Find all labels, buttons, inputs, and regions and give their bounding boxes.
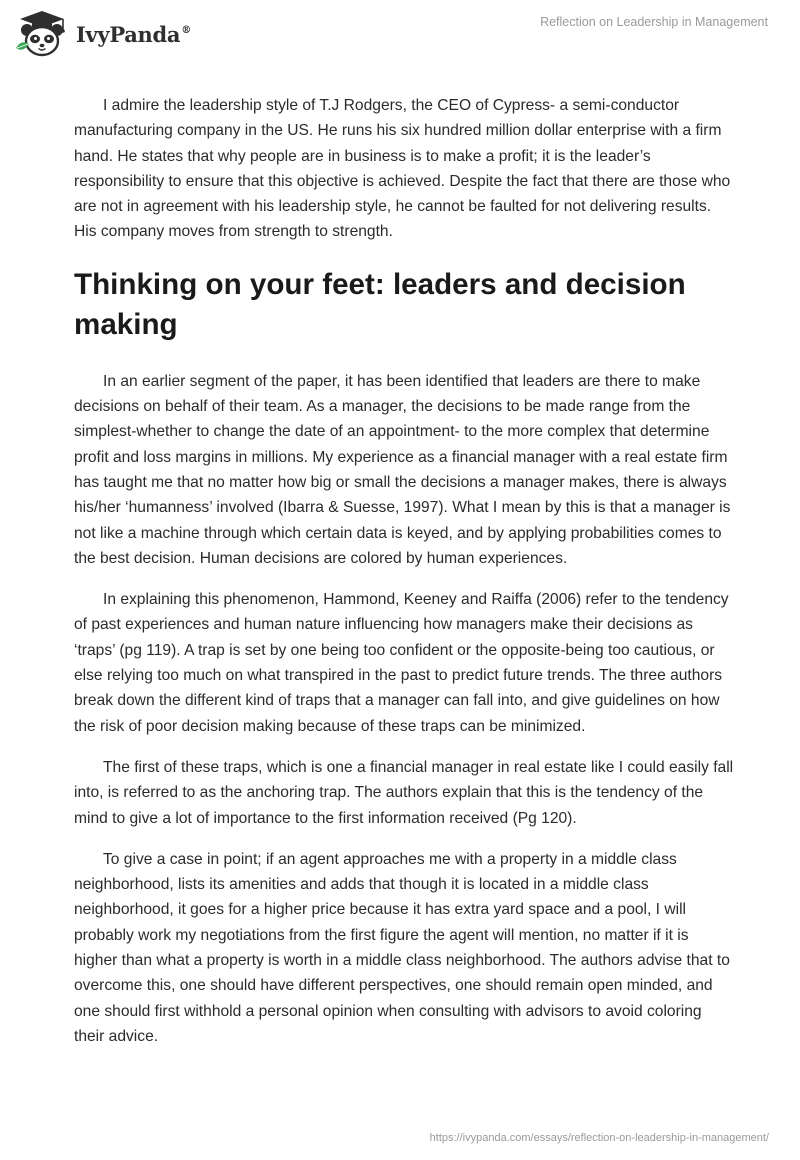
brand-name (76, 22, 191, 47)
panda-graduate-icon (14, 8, 70, 60)
registered-mark: ® (181, 24, 191, 36)
body-paragraph: In an earlier segment of the paper, it has been identified that leaders are there to make decisions on behalf of their team. As a manager, the decisions to be made range from the simplest-whether to change the date of an appointment- to the more complex that determine profit and loss margins in millions. My experience as a financial manager with a real estate firm has taught me that no matter how big or small the decisions a manager makes, there is always his/her ‘humanness’ involved (Ibarra & Suesse, 1997). What I mean by this is that a manager is not like a machine through which certain data is keyed, and by applying probabilities comes to the best decision. Human decisions are colored by human experiences. (74, 372, 731, 567)
body-paragraph: The first of these traps, which is one a financial manager in real estate like I could easily fall into, is referred to as the anchoring trap. The authors explain that this is the tendency of the mind to give a lot of importance to the first information received (Pg 120). (74, 758, 734, 827)
essay-content (74, 93, 734, 1065)
page-header (0, 0, 800, 64)
ivypanda-logo[interactable] (14, 8, 191, 60)
body-paragraph: To give a case in point; if an agent approaches me with a property in a middle class neighborhood, lists its amenities and adds that though it is located in a middle class neighborhood, it goes for a higher price because it has extra yard space and a pool, I will probably work my negotiations from the first figure the agent will mention, no matter if it is higher than what a property is worth in a middle class neighborhood. The authors advise that to overcome this, one should have different perspectives, one should remain open minded, and one should first withhold a personal opinion when consulting with advisors to avoid coloring their advice. (74, 850, 730, 1045)
document-title: Reflection on Leadership in Management (540, 15, 768, 29)
section-heading: Thinking on your feet: leaders and decision making (74, 267, 686, 341)
source-url[interactable]: https://ivypanda.com/essays/reflection-on-leadership-in-management/ (429, 1132, 769, 1144)
body-paragraph: I admire the leadership style of T.J Rodgers, the CEO of Cypress- a semi-conductor manufacturing company in the US. He runs his six hundred million dollar enterprise with a firm hand. He states that why people are in business is to make a profit; it is the leader’s responsibility to ensure that this objective is achieved. Despite the fact that there are those who are not in agreement with his leadership style, he cannot be faulted for not delivering results. His company moves from strength to strength. (74, 97, 731, 241)
body-paragraph: In explaining this phenomenon, Hammond, Keeney and Raiffa (2006) refer to the tendency of past experiences and human nature influencing how managers make their decisions as ‘traps’ (pg 119). A trap is set by one being too confident or the opposite-being too cautious, or else relying too much on what transpired in the past to predict future trends. The three authors break down the different kind of traps that a manager can fall into, and give guidelines on how the risk of poor decision making because of these traps can be minimized. (74, 591, 729, 735)
brand-name-text: IvyPanda (76, 21, 181, 47)
